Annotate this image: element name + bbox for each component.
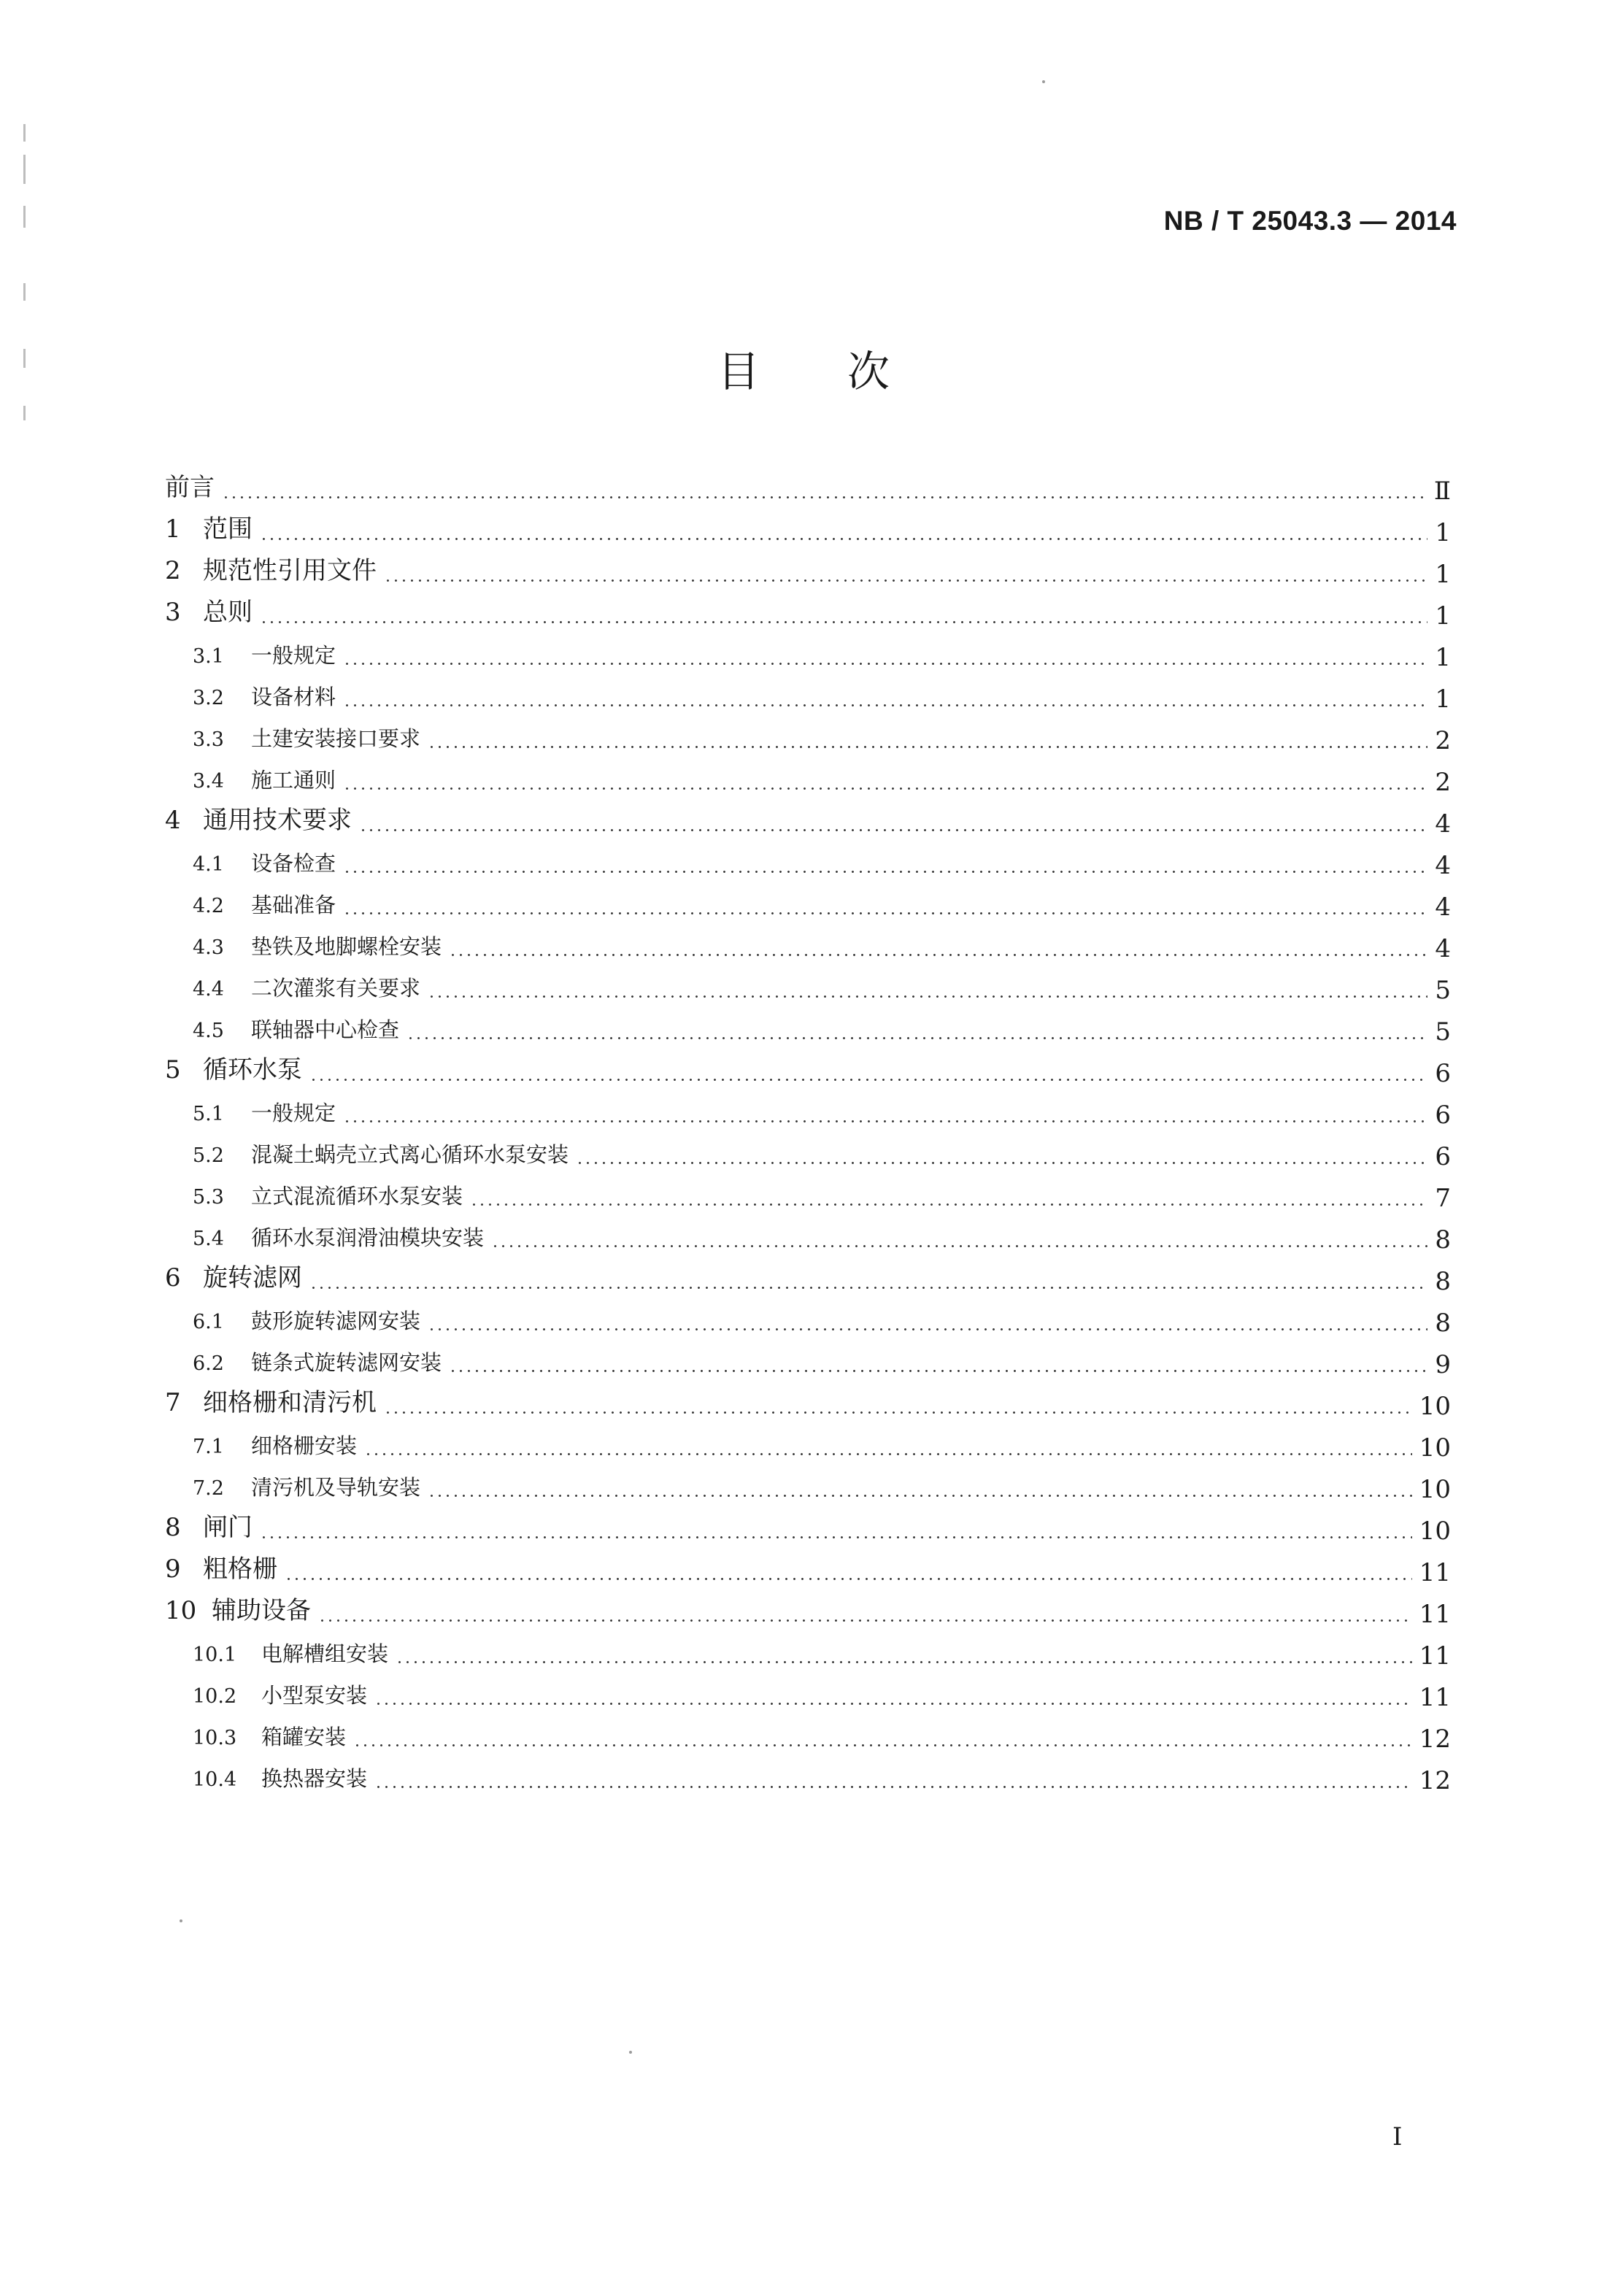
- toc-entry-title: 一般规定: [251, 1101, 336, 1125]
- toc-entry-title: 二次灌浆有关要求: [251, 976, 421, 1001]
- scan-edge-mark: [23, 406, 26, 420]
- dot-leader: [428, 746, 1427, 748]
- dot-leader: [406, 1037, 1427, 1039]
- toc-entry-number: 5.1: [193, 1103, 224, 1125]
- toc-entry-section[interactable]: [165, 633, 1451, 675]
- toc-entry-label: [165, 639, 336, 675]
- toc-entry-label: [165, 1471, 420, 1507]
- dot-leader: [343, 787, 1427, 790]
- dot-leader: [353, 1744, 1412, 1746]
- page-title: 目次: [717, 347, 977, 396]
- dot-leader: [449, 954, 1427, 956]
- toc-entry-page: 1: [1435, 560, 1451, 589]
- toc-entry-section[interactable]: [165, 841, 1451, 883]
- toc-entry-chapter[interactable]: [165, 1382, 1451, 1424]
- toc-entry-section[interactable]: [165, 717, 1451, 758]
- toc-entry-label: [165, 1049, 302, 1091]
- toc-entry-title: 规范性引用文件: [203, 556, 377, 585]
- dot-leader: [384, 1411, 1412, 1414]
- scan-speck: [629, 2051, 632, 2054]
- dot-leader: [343, 871, 1427, 873]
- toc-entry-chapter[interactable]: [165, 800, 1451, 841]
- dot-leader: [428, 1495, 1412, 1497]
- dot-leader: [260, 621, 1427, 623]
- dot-leader: [396, 1661, 1412, 1663]
- toc-entry-label: [165, 1257, 302, 1299]
- toc-entry-number: 3: [165, 598, 181, 627]
- toc-entry-section[interactable]: [165, 675, 1451, 717]
- dot-leader: [260, 1536, 1412, 1538]
- dot-leader: [384, 579, 1427, 582]
- toc-entry-title: 设备检查: [251, 851, 336, 876]
- toc-entry-page: 1: [1435, 643, 1451, 672]
- toc-entry-number: 2: [165, 556, 181, 585]
- dot-leader: [428, 1328, 1427, 1330]
- toc-entry-page: 9: [1435, 1350, 1451, 1379]
- toc-entry-title: 总则: [203, 598, 253, 627]
- toc-entry-label: [165, 1507, 253, 1549]
- toc-entry-section[interactable]: [165, 1424, 1451, 1465]
- toc-entry-page: 4: [1435, 851, 1451, 880]
- toc-entry-title: 范围: [203, 515, 253, 544]
- dot-leader: [364, 1453, 1412, 1455]
- toc-entry-number: 7.2: [193, 1477, 224, 1500]
- toc-entry-section[interactable]: [165, 1673, 1451, 1715]
- toc-entry-title: 立式混流循环水泵安装: [251, 1184, 463, 1209]
- toc-entry-section[interactable]: [165, 1133, 1451, 1174]
- toc-entry-title: 闸门: [203, 1513, 253, 1542]
- toc-entry-label: [165, 467, 215, 509]
- toc-entry-number: 7.1: [193, 1436, 224, 1458]
- toc-entry-page: 11: [1419, 1558, 1451, 1587]
- toc-entry-section[interactable]: [165, 1632, 1451, 1673]
- toc-entry-page: 5: [1435, 1017, 1451, 1047]
- toc-entry-label: [165, 509, 253, 550]
- toc-entry-page: 12: [1419, 1766, 1451, 1795]
- toc-entry-section[interactable]: [165, 883, 1451, 925]
- toc-entry-label: [165, 723, 420, 758]
- toc-entry-section[interactable]: [165, 1465, 1451, 1507]
- toc-entry-page: 2: [1435, 768, 1451, 797]
- scan-edge-mark: [23, 155, 26, 184]
- toc-entry-chapter[interactable]: [165, 509, 1451, 550]
- toc-entry-title: 箱罐安装: [261, 1725, 347, 1749]
- toc-entry-title: 基础准备: [251, 893, 336, 917]
- dot-leader: [491, 1245, 1427, 1247]
- table-of-contents: [165, 467, 1451, 1798]
- toc-entry-section[interactable]: [165, 1341, 1451, 1382]
- toc-entry-page: 11: [1419, 1641, 1451, 1671]
- toc-entry-label: [165, 1590, 311, 1632]
- toc-entry-page: 10: [1419, 1392, 1451, 1421]
- toc-entry-section[interactable]: [165, 925, 1451, 966]
- toc-entry-number: 9: [165, 1555, 181, 1584]
- toc-entry-label: [165, 1763, 367, 1798]
- toc-entry-section[interactable]: [165, 1299, 1451, 1341]
- toc-entry-number: 4.3: [193, 936, 224, 959]
- dot-leader: [222, 496, 1427, 498]
- toc-entry-number: 4.5: [193, 1020, 224, 1042]
- toc-entry-number: 10.3: [193, 1727, 237, 1749]
- scan-edge-mark: [23, 124, 26, 142]
- dot-leader: [374, 1703, 1412, 1705]
- toc-entry-label: [165, 800, 352, 841]
- toc-entry-page: 1: [1435, 601, 1451, 631]
- toc-entry-section[interactable]: [165, 1757, 1451, 1798]
- toc-entry-title: 细格栅和清污机: [203, 1388, 377, 1417]
- toc-entry-label: [165, 972, 420, 1008]
- dot-leader: [260, 538, 1427, 540]
- toc-entry-number: 5: [165, 1055, 181, 1085]
- toc-entry-section[interactable]: [165, 1091, 1451, 1133]
- toc-entry-number: 4: [165, 806, 181, 835]
- toc-entry-chapter[interactable]: [165, 1549, 1451, 1590]
- toc-entry-label: [165, 1139, 569, 1174]
- toc-entry-page: 4: [1435, 893, 1451, 922]
- toc-entry-page: 11: [1419, 1683, 1451, 1712]
- toc-entry-number: 3.3: [193, 728, 224, 751]
- toc-entry-page: 5: [1435, 976, 1451, 1005]
- toc-entry-label: [165, 592, 253, 633]
- toc-entry-label: [165, 1180, 463, 1216]
- toc-entry-title: 细格栅安装: [251, 1433, 358, 1458]
- toc-entry-number: 10.1: [193, 1644, 237, 1666]
- dot-leader: [285, 1578, 1412, 1580]
- toc-entry-page: 8: [1435, 1225, 1451, 1255]
- toc-entry-label: [165, 1014, 399, 1049]
- toc-entry-number: 7: [165, 1388, 181, 1417]
- toc-entry-chapter[interactable]: [165, 592, 1451, 633]
- toc-entry-label: [165, 1382, 377, 1424]
- toc-entry-label: [165, 764, 336, 800]
- toc-entry-section[interactable]: [165, 966, 1451, 1008]
- toc-entry-title: 通用技术要求: [203, 806, 352, 835]
- toc-entry-label: [165, 681, 336, 717]
- toc-entry-section[interactable]: [165, 1715, 1451, 1757]
- toc-entry-number: 1: [165, 515, 181, 544]
- toc-entry-title: 旋转滤网: [203, 1263, 302, 1293]
- toc-entry-number: 5.4: [193, 1228, 224, 1250]
- toc-entry-page: 12: [1419, 1725, 1451, 1754]
- dot-leader: [343, 663, 1427, 665]
- toc-entry-page: 2: [1435, 726, 1451, 755]
- toc-entry-page: 4: [1435, 934, 1451, 963]
- toc-entry-section[interactable]: [165, 1174, 1451, 1216]
- toc-entry-number: 3.4: [193, 770, 224, 793]
- toc-entry-title: 施工通则: [251, 768, 336, 793]
- dot-leader: [343, 704, 1427, 706]
- toc-entry-title: 链条式旋转滤网安装: [251, 1350, 442, 1375]
- toc-entry-chapter[interactable]: [165, 467, 1451, 509]
- toc-entry-number: 5.3: [193, 1186, 224, 1209]
- toc-entry-page: 10: [1419, 1517, 1451, 1546]
- standard-code: NB / T 25043.3 — 2014: [1163, 206, 1457, 236]
- toc-entry-title: 粗格栅: [203, 1555, 277, 1584]
- toc-entry-title: 鼓形旋转滤网安装: [251, 1309, 421, 1333]
- toc-entry-page: 6: [1435, 1059, 1451, 1088]
- toc-entry-number: 3.1: [193, 645, 224, 668]
- scan-speck: [1042, 80, 1045, 83]
- toc-entry-number: 8: [165, 1513, 181, 1542]
- toc-entry-number: 4.2: [193, 895, 224, 917]
- dot-leader: [309, 1079, 1427, 1081]
- toc-entry-label: [165, 1305, 420, 1341]
- toc-entry-page: 6: [1435, 1101, 1451, 1130]
- dot-leader: [343, 912, 1427, 914]
- toc-entry-number: 3.2: [193, 687, 224, 709]
- toc-entry-number: 10.4: [193, 1768, 237, 1791]
- toc-entry-page: 8: [1435, 1309, 1451, 1338]
- toc-entry-title: 土建安装接口要求: [251, 726, 421, 751]
- toc-entry-page: Ⅱ: [1433, 477, 1451, 506]
- toc-entry-number: 6: [165, 1263, 181, 1293]
- toc-entry-page: 11: [1419, 1600, 1451, 1629]
- toc-entry-label: [165, 1638, 388, 1673]
- toc-entry-title: 小型泵安装: [261, 1683, 368, 1708]
- toc-entry-number: 6.1: [193, 1311, 224, 1333]
- scan-speck: [180, 1919, 182, 1922]
- toc-entry-chapter[interactable]: [165, 550, 1451, 592]
- toc-entry-section[interactable]: [165, 1216, 1451, 1257]
- toc-entry-page: 6: [1435, 1142, 1451, 1171]
- toc-entry-chapter[interactable]: [165, 1507, 1451, 1549]
- dot-leader: [576, 1162, 1427, 1164]
- toc-entry-title: 辅助设备: [212, 1596, 311, 1625]
- toc-entry-page: 10: [1419, 1433, 1451, 1463]
- toc-entry-page: 7: [1435, 1184, 1451, 1213]
- dot-leader: [309, 1287, 1427, 1289]
- toc-entry-title: 一般规定: [251, 643, 336, 668]
- toc-entry-number: 6.2: [193, 1352, 224, 1375]
- toc-entry-label: [165, 1549, 277, 1590]
- toc-entry-page: 1: [1435, 518, 1451, 547]
- dot-leader: [343, 1120, 1427, 1122]
- toc-entry-chapter[interactable]: [165, 1590, 1451, 1632]
- dot-leader: [470, 1203, 1427, 1206]
- toc-entry-section[interactable]: [165, 758, 1451, 800]
- dot-leader: [428, 995, 1427, 998]
- toc-entry-label: [165, 1721, 346, 1757]
- toc-entry-label: [165, 889, 336, 925]
- toc-entry-page: 4: [1435, 809, 1451, 839]
- toc-entry-title: 联轴器中心检查: [251, 1017, 400, 1042]
- toc-entry-label: [165, 1222, 484, 1257]
- toc-entry-number: 10: [165, 1596, 197, 1625]
- toc-entry-number: 10.2: [193, 1685, 237, 1708]
- toc-entry-label: [165, 1430, 357, 1465]
- toc-entry-page: 10: [1419, 1475, 1451, 1504]
- toc-entry-label: [165, 931, 442, 966]
- toc-entry-title: 换热器安装: [261, 1766, 368, 1791]
- toc-entry-title: 循环水泵润滑油模块安装: [251, 1225, 485, 1250]
- toc-entry-label: [165, 1679, 367, 1715]
- toc-entry-label: [165, 847, 336, 883]
- dot-leader: [359, 829, 1427, 831]
- toc-entry-title: 清污机及导轨安装: [251, 1475, 421, 1500]
- toc-entry-title: 电解槽组安装: [261, 1641, 389, 1666]
- toc-entry-title: 混凝土蜗壳立式离心循环水泵安装: [251, 1142, 569, 1167]
- toc-entry-title: 前言: [165, 473, 215, 502]
- toc-entry-title: 垫铁及地脚螺栓安装: [251, 934, 442, 959]
- scan-edge-mark: [23, 206, 26, 228]
- scan-edge-mark: [23, 283, 26, 301]
- toc-entry-number: 5.2: [193, 1144, 224, 1167]
- toc-entry-page: 8: [1435, 1267, 1451, 1296]
- toc-entry-number: 4.4: [193, 978, 224, 1001]
- toc-entry-title: 设备材料: [251, 685, 336, 709]
- toc-entry-section[interactable]: [165, 1008, 1451, 1049]
- dot-leader: [449, 1370, 1427, 1372]
- page-number: I: [1392, 2122, 1403, 2151]
- toc-entry-title: 循环水泵: [203, 1055, 302, 1085]
- toc-entry-number: 4.1: [193, 853, 224, 876]
- toc-entry-page: 1: [1435, 685, 1451, 714]
- dot-leader: [318, 1619, 1412, 1622]
- toc-entry-chapter[interactable]: [165, 1049, 1451, 1091]
- toc-entry-chapter[interactable]: [165, 1257, 1451, 1299]
- dot-leader: [374, 1786, 1412, 1788]
- toc-entry-label: [165, 550, 377, 592]
- toc-entry-label: [165, 1097, 336, 1133]
- toc-entry-label: [165, 1347, 442, 1382]
